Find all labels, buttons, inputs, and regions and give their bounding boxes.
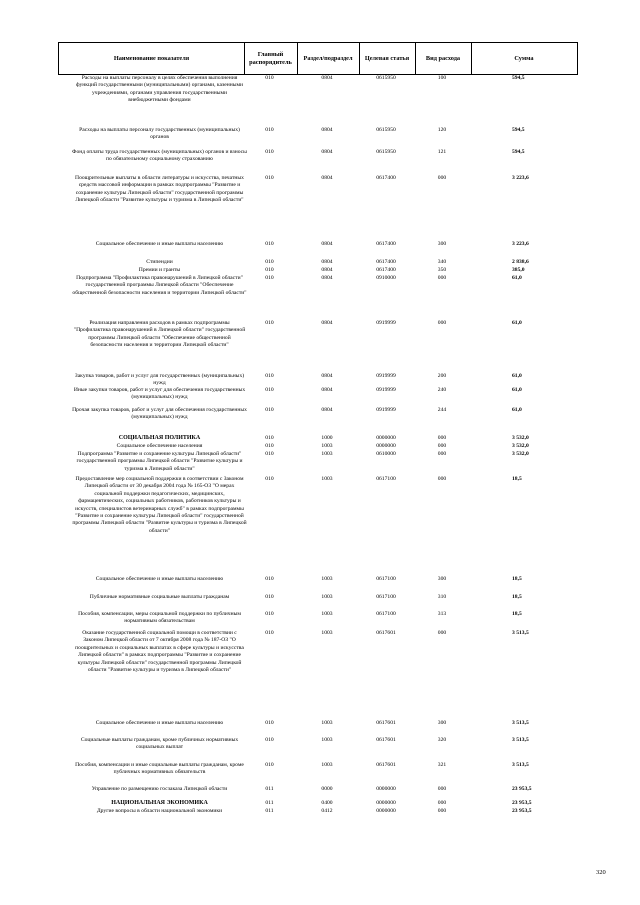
row-name: НАЦИОНАЛЬНАЯ ЭКОНОМИКА — [111, 800, 208, 806]
row-type: 320 — [437, 737, 447, 743]
row-type: 000 — [437, 175, 447, 181]
row-section: 0804 — [321, 275, 333, 281]
header-admin: Главный распорядитель — [244, 43, 298, 74]
row-name: Поощрительные выплаты в области литературы и искусства, печатных средств массовой информации в рамках подпрограммы "Развитие и сохранение культуры Липецкой области" государственной программы Липецкой области "Развитие культуры и туризма в Липецкой области" — [75, 175, 244, 204]
row-target: 0000000 — [376, 808, 396, 814]
table-row — [58, 435, 578, 443]
row-admin: 010 — [265, 259, 274, 265]
table-row — [58, 373, 578, 387]
row-admin: 010 — [265, 737, 274, 743]
row-target: 0000000 — [376, 800, 396, 806]
row-section: 1003 — [321, 443, 333, 449]
row-target: 0919999 — [376, 373, 396, 379]
row-target: 0617601 — [376, 630, 396, 636]
row-sum: 3 513,5 — [512, 720, 529, 726]
table-row — [58, 443, 578, 451]
row-name: Предоставление мер социальной поддержки в соответствии с Законом Липецкой области от 30 декабря 2004 года № 165-ОЗ "О мерах социальной поддержки педагогических, медицинских, фармацевтических, социальных работников, работников культуры и искусств, специалистов ветеринарных служб" в рамках подпрограммы "Развитие и сохранение культуры Липецкой области" государственной программы Липецкой области "Развитие культуры и туризма в Липецкой области" — [72, 476, 247, 534]
row-admin: 010 — [265, 75, 274, 81]
row-sum: 594,5 — [512, 127, 525, 133]
row-admin: 010 — [265, 594, 274, 600]
row-type: 120 — [437, 127, 447, 133]
row-type: 244 — [437, 407, 447, 413]
row-type: 313 — [437, 611, 447, 617]
row-admin: 010 — [265, 576, 274, 582]
row-sum: 594,5 — [512, 149, 525, 155]
row-target: 0617400 — [376, 175, 396, 181]
row-name: Реализация направления расходов в рамках подпрограммы "Профилактика правонарушений в Липецкой области" государственной программы Липецкой области "Обеспечение общественной безопасности населения и территории Липецкой области" — [73, 320, 246, 349]
row-admin: 010 — [265, 476, 274, 482]
row-sum: 61,0 — [512, 275, 522, 281]
row-section: 0804 — [321, 259, 333, 265]
row-sum: 3 532,0 — [512, 451, 529, 457]
table-row — [58, 387, 578, 407]
row-section: 1003 — [321, 451, 333, 457]
row-type: 100 — [437, 75, 447, 81]
table-row — [58, 241, 578, 259]
row-type: 000 — [437, 630, 447, 636]
row-section: 1003 — [321, 630, 333, 636]
row-section: 1003 — [321, 594, 333, 600]
row-section: 1003 — [321, 476, 333, 482]
row-section: 0804 — [321, 267, 333, 273]
row-admin: 010 — [265, 611, 274, 617]
row-sum: 3 223,6 — [512, 175, 529, 181]
row-section: 0804 — [321, 127, 333, 133]
row-type: 000 — [437, 786, 447, 792]
table-row — [58, 259, 578, 267]
row-name: Социальное обеспечение и иные выплаты населению — [95, 241, 224, 247]
row-type: 350 — [437, 267, 447, 273]
row-section: 0804 — [321, 175, 333, 181]
row-name: Пособия, компенсации, меры социальной поддержки по публичным нормативным обязательствам — [78, 611, 241, 625]
row-section: 0804 — [321, 320, 333, 326]
table-row — [58, 451, 578, 476]
row-admin: 010 — [265, 373, 274, 379]
table-body — [58, 75, 578, 828]
row-admin: 010 — [265, 267, 274, 273]
row-type: 000 — [437, 476, 447, 482]
row-type: 310 — [437, 594, 447, 600]
row-name: Оказание государственной социальной помощи в соответствии с Законом Липецкой области от 7 октября 2008 года № 187-ОЗ "О поощрительных и социальных выплатах в сфере культуры и искусства Липецкой области" в рамках подпрограммы "Развитие и сохранение культуры Липецкой области" государственной программы Липецкой области "Развитие культуры и туризма в Липецкой области" — [75, 630, 244, 674]
header-name: Наименование показателя — [59, 43, 245, 74]
row-name: Публичные нормативные социальные выплаты гражданам — [89, 594, 230, 600]
budget-table — [58, 42, 578, 828]
table-row — [58, 576, 578, 594]
row-target: 0000000 — [376, 786, 396, 792]
row-section: 1000 — [321, 435, 333, 441]
row-admin: 010 — [265, 630, 274, 636]
row-target: 0000000 — [376, 443, 396, 449]
row-section: 0804 — [321, 373, 333, 379]
row-target: 0617100 — [376, 611, 396, 617]
table-row — [58, 275, 578, 320]
table-row — [58, 175, 578, 241]
row-target: 0617400 — [376, 267, 396, 273]
row-name: Пособия, компенсации и иные социальные выплаты гражданам, кроме публичных нормативных обязательств — [75, 762, 244, 776]
row-section: 1003 — [321, 576, 333, 582]
table-row — [58, 267, 578, 275]
row-sum: 61,0 — [512, 387, 522, 393]
row-sum: 3 513,5 — [512, 737, 529, 743]
row-type: 121 — [437, 149, 447, 155]
row-type: 200 — [437, 373, 447, 379]
table-row — [58, 149, 578, 175]
row-target: 0615950 — [376, 127, 396, 133]
row-admin: 010 — [265, 387, 274, 393]
row-sum: 23 953,5 — [512, 786, 532, 792]
row-section: 1003 — [321, 737, 333, 743]
row-name: Социальное обеспечение населения — [116, 443, 203, 449]
row-admin: 010 — [265, 241, 274, 247]
row-sum: 61,0 — [512, 373, 522, 379]
row-target: 0615950 — [376, 75, 396, 81]
row-target: 0919999 — [376, 387, 396, 393]
table-row — [58, 800, 578, 808]
row-name: Премии и гранты — [138, 267, 181, 273]
row-sum: 385,0 — [512, 267, 525, 273]
row-type: 300 — [437, 241, 447, 247]
row-type: 000 — [437, 451, 447, 457]
row-type: 321 — [437, 762, 447, 768]
row-target: 0615950 — [376, 149, 396, 155]
row-section: 0412 — [321, 808, 333, 814]
row-type: 000 — [437, 808, 447, 814]
row-admin: 011 — [265, 808, 274, 814]
row-section: 0804 — [321, 75, 333, 81]
row-name: Иные закупки товаров, работ и услуг для обеспечения государственных (муниципальных) нужд — [73, 387, 246, 401]
row-target: 0617100 — [376, 576, 396, 582]
row-admin: 010 — [265, 149, 274, 155]
row-admin: 010 — [265, 275, 274, 281]
table-row — [58, 594, 578, 611]
table-row — [58, 762, 578, 786]
row-name: Стипендии — [146, 259, 173, 265]
header-section: Раздел/подраздел — [297, 43, 360, 74]
row-target: 0919999 — [376, 320, 396, 326]
row-target: 0000000 — [376, 435, 396, 441]
header-sum: Сумма — [514, 54, 534, 62]
row-target: 0617601 — [376, 720, 396, 726]
header-target: Целевая статья — [359, 43, 416, 74]
row-admin: 010 — [265, 443, 274, 449]
row-type: 000 — [437, 275, 447, 281]
row-type: 000 — [437, 800, 447, 806]
row-target: 0617601 — [376, 737, 396, 743]
row-name: Другие вопросы в области национальной экономики — [96, 808, 223, 814]
row-name: Социальное обеспечение и иные выплаты населению — [95, 720, 224, 726]
row-admin: 010 — [265, 127, 274, 133]
row-name: Управление по размещению госзаказа Липецкой области — [91, 786, 228, 792]
row-admin: 010 — [265, 175, 274, 181]
row-sum: 18,5 — [512, 476, 522, 482]
row-section: 1003 — [321, 611, 333, 617]
row-name: Социальное обеспечение и иные выплаты населению — [95, 576, 224, 582]
row-type: 300 — [437, 576, 447, 582]
table-row — [58, 75, 578, 127]
row-section: 0804 — [321, 149, 333, 155]
row-admin: 010 — [265, 451, 274, 457]
row-section: 1003 — [321, 762, 333, 768]
row-target: 0617400 — [376, 259, 396, 265]
row-name: СОЦИАЛЬНАЯ ПОЛИТИКА — [118, 435, 201, 441]
row-target: 0919999 — [376, 407, 396, 413]
row-sum: 18,5 — [512, 611, 522, 617]
row-section: 0400 — [321, 800, 333, 806]
row-admin: 010 — [265, 435, 274, 441]
row-sum: 23 953,5 — [512, 800, 532, 806]
table-row — [58, 720, 578, 737]
row-type: 300 — [437, 720, 447, 726]
row-target: 0617601 — [376, 762, 396, 768]
row-admin: 010 — [265, 320, 274, 326]
row-section: 1003 — [321, 720, 333, 726]
table-row — [58, 786, 578, 800]
row-name: Прочая закупка товаров, работ и услуг для обеспечения государственных (муниципальных) нужд — [72, 407, 247, 421]
row-admin: 010 — [265, 407, 274, 413]
row-target: 0617100 — [376, 594, 396, 600]
row-sum: 594,5 — [512, 75, 525, 81]
row-section: 0000 — [321, 786, 333, 792]
row-name: Расходы на выплаты персоналу в целях обеспечения выполнения функций государственными (муниципальными) органами, казенными учреждениями, органами управления государственными внебюджетными фондами — [76, 75, 243, 104]
table-header — [58, 42, 578, 75]
row-type: 000 — [437, 320, 447, 326]
row-section: 0804 — [321, 241, 333, 247]
row-name: Подпрограмма "Профилактика правонарушений в Липецкой области" государственной программы Липецкой области "Обеспечение общественной безопасности населения и территории Липецкой области" — [72, 275, 247, 296]
table-row — [58, 630, 578, 720]
header-type: Вид расхода — [415, 43, 472, 74]
table-row — [58, 476, 578, 576]
row-target: 0610000 — [376, 451, 396, 457]
table-row — [58, 737, 578, 762]
table-row — [58, 320, 578, 373]
row-name: Подпрограмма "Развитие и сохранение культуры Липецкой области" государственной программы Липецкой области "Развитие культуры и туризма в Липецкой области" — [76, 451, 243, 472]
row-sum: 18,5 — [512, 594, 522, 600]
row-type: 000 — [437, 443, 447, 449]
row-sum: 61,0 — [512, 407, 522, 413]
row-type: 240 — [437, 387, 447, 393]
row-admin: 011 — [265, 786, 274, 792]
row-sum: 3 532,0 — [512, 435, 529, 441]
row-sum: 23 953,5 — [512, 808, 532, 814]
row-section: 0804 — [321, 407, 333, 413]
table-row — [58, 808, 578, 828]
row-name: Фонд оплаты труда государственных (муниципальных) органов и взносы по обязательному социальному страхованию — [72, 149, 247, 163]
row-sum: 3 223,6 — [512, 241, 529, 247]
row-target: 0910000 — [376, 275, 396, 281]
row-sum: 18,5 — [512, 576, 522, 582]
row-sum: 61,0 — [512, 320, 522, 326]
table-row — [58, 127, 578, 149]
row-admin: 010 — [265, 720, 274, 726]
row-name: Расходы на выплаты персоналу государственных (муниципальных) органов — [79, 127, 240, 141]
row-section: 0804 — [321, 387, 333, 393]
row-sum: 3 513,5 — [512, 762, 529, 768]
row-sum: 3 532,0 — [512, 443, 529, 449]
row-name: Закупка товаров, работ и услуг для государственных (муниципальных) нужд — [74, 373, 245, 387]
page-number: 320 — [596, 869, 606, 876]
row-name: Социальные выплаты гражданам, кроме публичных нормативных социальных выплат — [80, 737, 239, 751]
table-row — [58, 407, 578, 435]
row-target: 0617100 — [376, 476, 396, 482]
row-admin: 010 — [265, 762, 274, 768]
row-target: 0617400 — [376, 241, 396, 247]
row-sum: 3 513,5 — [512, 630, 529, 636]
row-type: 000 — [437, 435, 447, 441]
row-type: 340 — [437, 259, 447, 265]
table-row — [58, 611, 578, 630]
row-sum: 2 838,6 — [512, 259, 529, 265]
row-admin: 011 — [265, 800, 274, 806]
